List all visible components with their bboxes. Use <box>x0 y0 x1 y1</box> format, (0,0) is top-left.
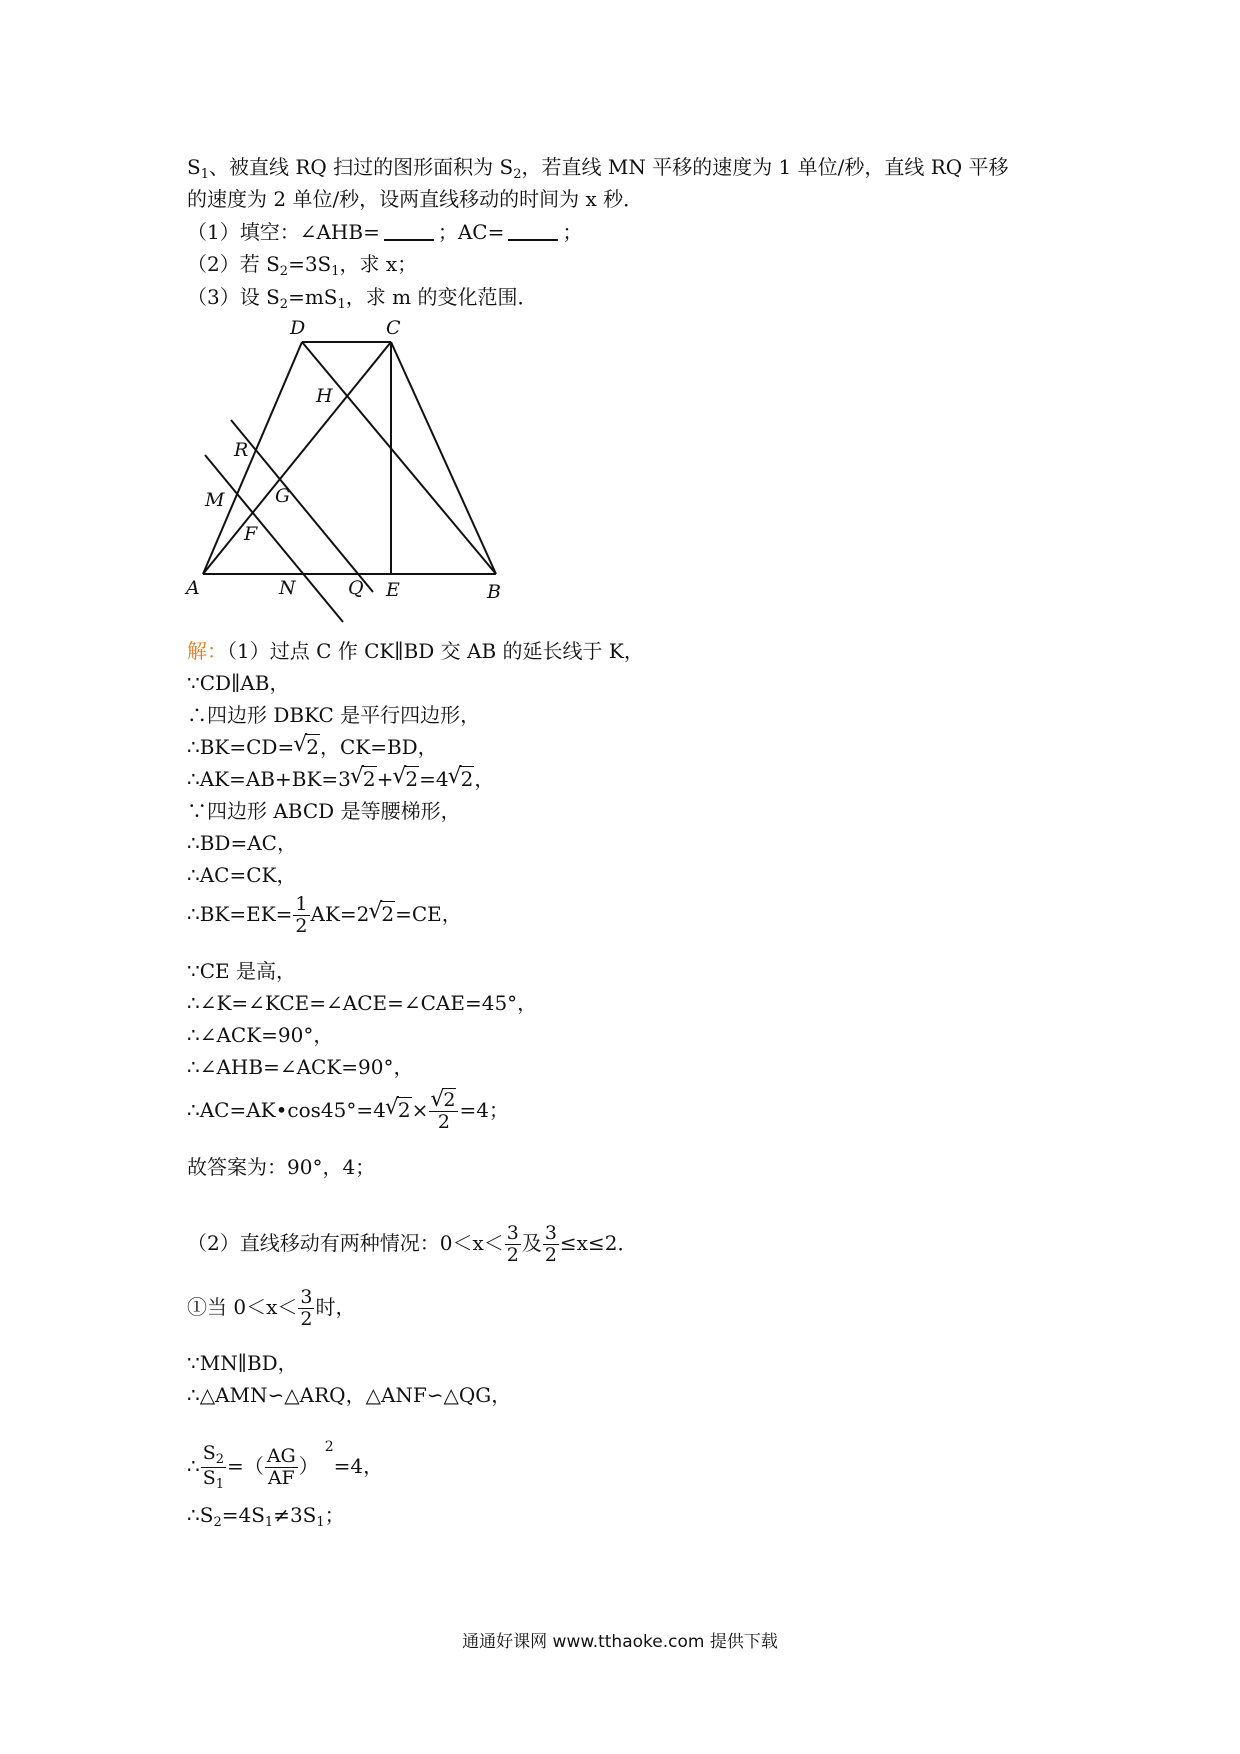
solution-line-3: ∴四边形 DBKC 是平行四边形， <box>187 703 481 727</box>
solution-line-12: ∴∠ACK=90°， <box>187 1023 334 1047</box>
question-3: （3）设 $S_2=mS_1$，求 m 的变化范围． <box>187 285 538 312</box>
solution-line-11: ∴∠K=∠KCE=∠ACE=∠CAE=45°， <box>187 991 538 1015</box>
label-h: H <box>316 385 333 407</box>
solution-line-14: ∴AC=AK•cos45°=4√ 2× √ $\frac{2}{2}$ =4； <box>187 1086 509 1134</box>
solution-line-13: ∴∠AHB=∠ACK=90°， <box>187 1055 414 1079</box>
solution-line-9: ∴BK=EK= $\frac{1}{2}$ AK=2√ 2=CE， <box>187 892 462 936</box>
solution-line-1: 解：（1）过点 C 作 CK∥BD 交 AB 的延长线于 K， <box>187 639 644 663</box>
label-a: A <box>186 577 200 599</box>
label-r: R <box>234 439 249 461</box>
solution-heading: 解： <box>187 639 227 663</box>
line-rq <box>231 420 373 592</box>
problem-line-2: 的速度为 2 单位/秒，设两直线移动的时间为 x 秒． <box>187 187 644 211</box>
problem-line-1: $S_1$、被直线 RQ 扫过的图形面积为 $S_2$，若直线 MN 平移的速度为 1 单位/秒，直线 RQ 平移 <box>187 155 1009 182</box>
case-1-line-3: ∴△AMN∽△ARQ，△ANF∽△QG， <box>187 1383 512 1407</box>
label-f: F <box>244 523 258 545</box>
label-e: E <box>386 579 400 601</box>
solution-line-8: ∴AC=CK， <box>187 863 297 887</box>
question-1: （1）填空：∠AHB= ；AC= ； <box>187 220 583 244</box>
label-b: B <box>487 581 501 603</box>
case-1-line: ①当 0＜x＜ $\frac{3}{2}$ 时， <box>187 1286 356 1330</box>
trapezoid-figure <box>0 0 1240 640</box>
solution-line-10: ∵CE 是高， <box>187 959 296 983</box>
solution-line-15: 故答案为：90°，4； <box>187 1155 376 1179</box>
solution-line-7: ∴BD=AC， <box>187 831 297 855</box>
label-m: M <box>205 489 225 511</box>
label-q: Q <box>348 577 364 599</box>
question-2: （2）若 $S_2=3S_1$，求 x； <box>187 252 418 279</box>
line-mn <box>205 455 343 622</box>
solution-line-6: ∵四边形 ABCD 是等腰梯形， <box>187 799 461 823</box>
segment-db <box>302 342 496 574</box>
label-c: C <box>386 317 401 339</box>
label-g: G <box>275 485 291 507</box>
case-1-line-2: ∵MN∥BD， <box>187 1351 298 1375</box>
part2-line-1: （2）直线移动有两种情况：0＜x＜ $\frac{3}{2}$ 及 $\frac{3}{2}$ ≤x≤2． <box>187 1222 638 1266</box>
solution-line-4: ∴BK=CD=√ 2，CK=BD， <box>187 733 438 761</box>
segment-cb <box>391 342 496 574</box>
case-1-line-5: $\therefore S_2=4S_1\ne 3S_1$； <box>187 1503 345 1530</box>
page-footer: 通通好课网 www.tthaoke.com 提供下载 <box>462 1632 778 1652</box>
solution-line-2: ∵CD∥AB， <box>187 671 290 695</box>
segment-ac <box>203 342 391 574</box>
case-1-line-4: ∴ $\frac{S_2}{S_1}$ =（ $\frac{AG}{AF}$ ）$^2$=4， <box>187 1439 384 1492</box>
label-d: D <box>290 317 306 339</box>
solution-line-5: ∴AK=AB+BK=3√ 2+√ 2=4√ 2， <box>187 765 494 793</box>
label-n: N <box>279 577 296 599</box>
